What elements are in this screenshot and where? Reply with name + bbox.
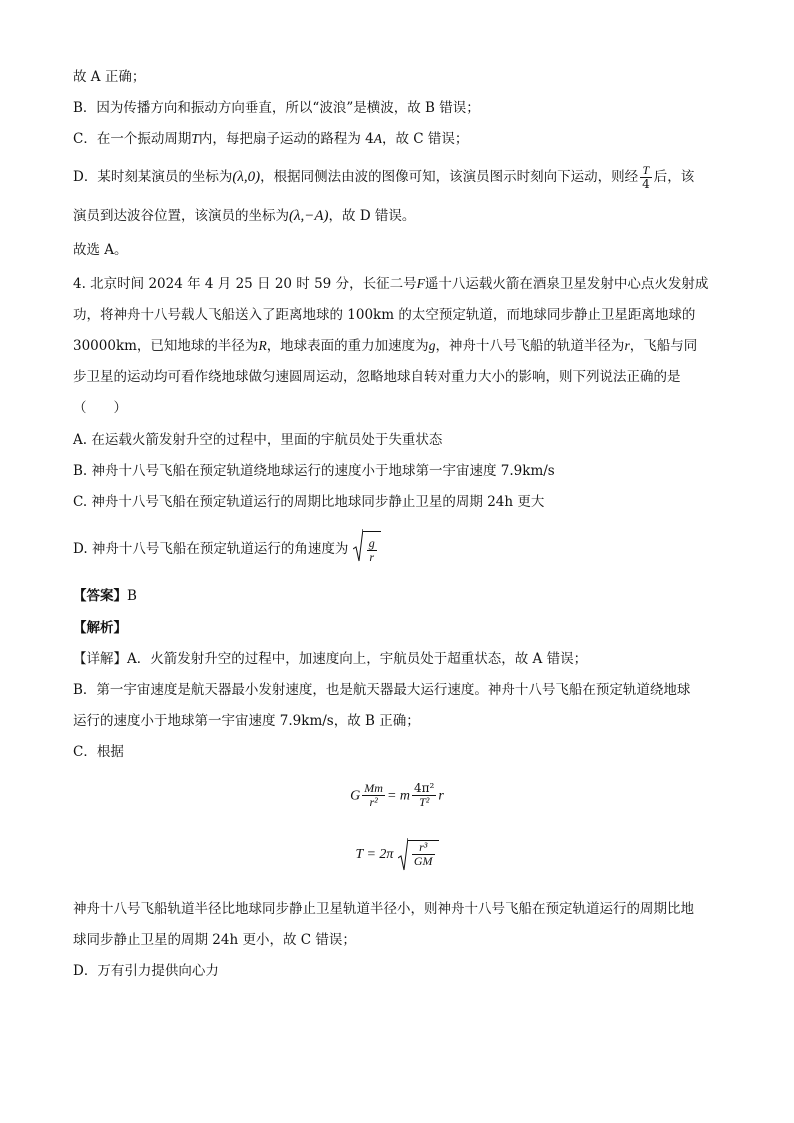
text-line: 故选 A。	[73, 242, 128, 258]
text-line: 演员到达波谷位置，该演员的坐标为(λ,−A)，故 D 错误。	[73, 208, 416, 224]
answer-line: 【答案】B	[73, 588, 137, 604]
fraction-t-over-4: $\frac{T}{4}$	[642, 163, 650, 191]
text-line: 球同步静止卫星的周期 24h 更小，故 C 错误；	[73, 932, 356, 948]
text-line: C．根据	[73, 744, 124, 760]
question-text: 4. 北京时间 2024 年 4 月 25 日 20 时 59 分，长征二号F遥十八运载火箭在酒泉卫星发射中心点火发射成	[73, 276, 709, 292]
text-line: B．第一宇宙速度是航天器最小发射速度，也是航天器最大运行速度。神舟十八号飞船在预定轨道绕地球	[73, 682, 691, 698]
question-text: 30000km，已知地球的半径为R，地球表面的重力加速度为g，神舟十八号飞船的轨道半径为r，飞船与同	[73, 338, 698, 354]
text-line: 运行的速度小于地球第一宇宙速度 7.9km/s，故 B 正确；	[73, 713, 420, 729]
text-line: 【详解】A．火箭发射升空的过程中，加速度向上，宇航员处于超重状态，故 A 错误；	[73, 651, 588, 667]
text-line: D．万有引力提供向心力	[73, 963, 219, 979]
question-text: 步卫星的运动均可看作绕地球做匀速圆周运动，忽略地球自转对重力大小的影响，则下列说法正确的是	[73, 369, 681, 385]
text-line: 神舟十八号飞船轨道半径比地球同步静止卫星轨道半径小，则神舟十八号飞船在预定轨道运行的周期比地	[73, 901, 694, 917]
sqrt-r3-over-gm: $\frac{\text{r³}}{GM}$	[398, 840, 439, 868]
option-d: D. 神舟十八号飞船在预定轨道运行的角速度为 $\frac{g}{r}$	[73, 531, 734, 568]
question-text: 功，将神舟十八号载人飞船送入了距离地球的 100km 的太空预定轨道，而地球同步静止卫星距离地球的	[73, 307, 696, 323]
sqrt-g-over-r: $\frac{g}{r}$	[353, 531, 381, 568]
text-line: C．在一个振动周期T内，每把扇子运动的路程为 4A，故 C 错误；	[73, 131, 469, 147]
option-c: C. 神舟十八号飞船在预定轨道运行的周期比地球同步静止卫星的周期 24h 更大	[73, 494, 545, 510]
text-line: 故 A 正确；	[73, 69, 146, 85]
option-a: A. 在运载火箭发射升空的过程中，里面的宇航员处于失重状态	[73, 432, 443, 448]
question-text: （ ）	[73, 400, 127, 416]
analysis-heading: 【解析】	[73, 620, 127, 636]
text-line: D．某时刻某演员的坐标为(λ,0)，根据同侧法由波的图像可知，该演员图示时刻向下运动，则经 $\frac{T}{4}$ 后，该	[73, 163, 695, 191]
text-line: B．因为传播方向和振动方向垂直，所以“波浪”是横波，故 B 错误；	[73, 100, 480, 116]
equation-period: T = 2π $\frac{\text{r³}}{GM}$	[0, 840, 794, 868]
option-b: B. 神舟十八号飞船在预定轨道绕地球运行的速度小于地球第一宇宙速度 7.9km/s	[73, 463, 555, 479]
equation-gravity: G $\frac{Mm}{\text{r²}}$ = m $\frac{\text{4π²}}{\text{T²}}$ r	[350, 781, 444, 809]
